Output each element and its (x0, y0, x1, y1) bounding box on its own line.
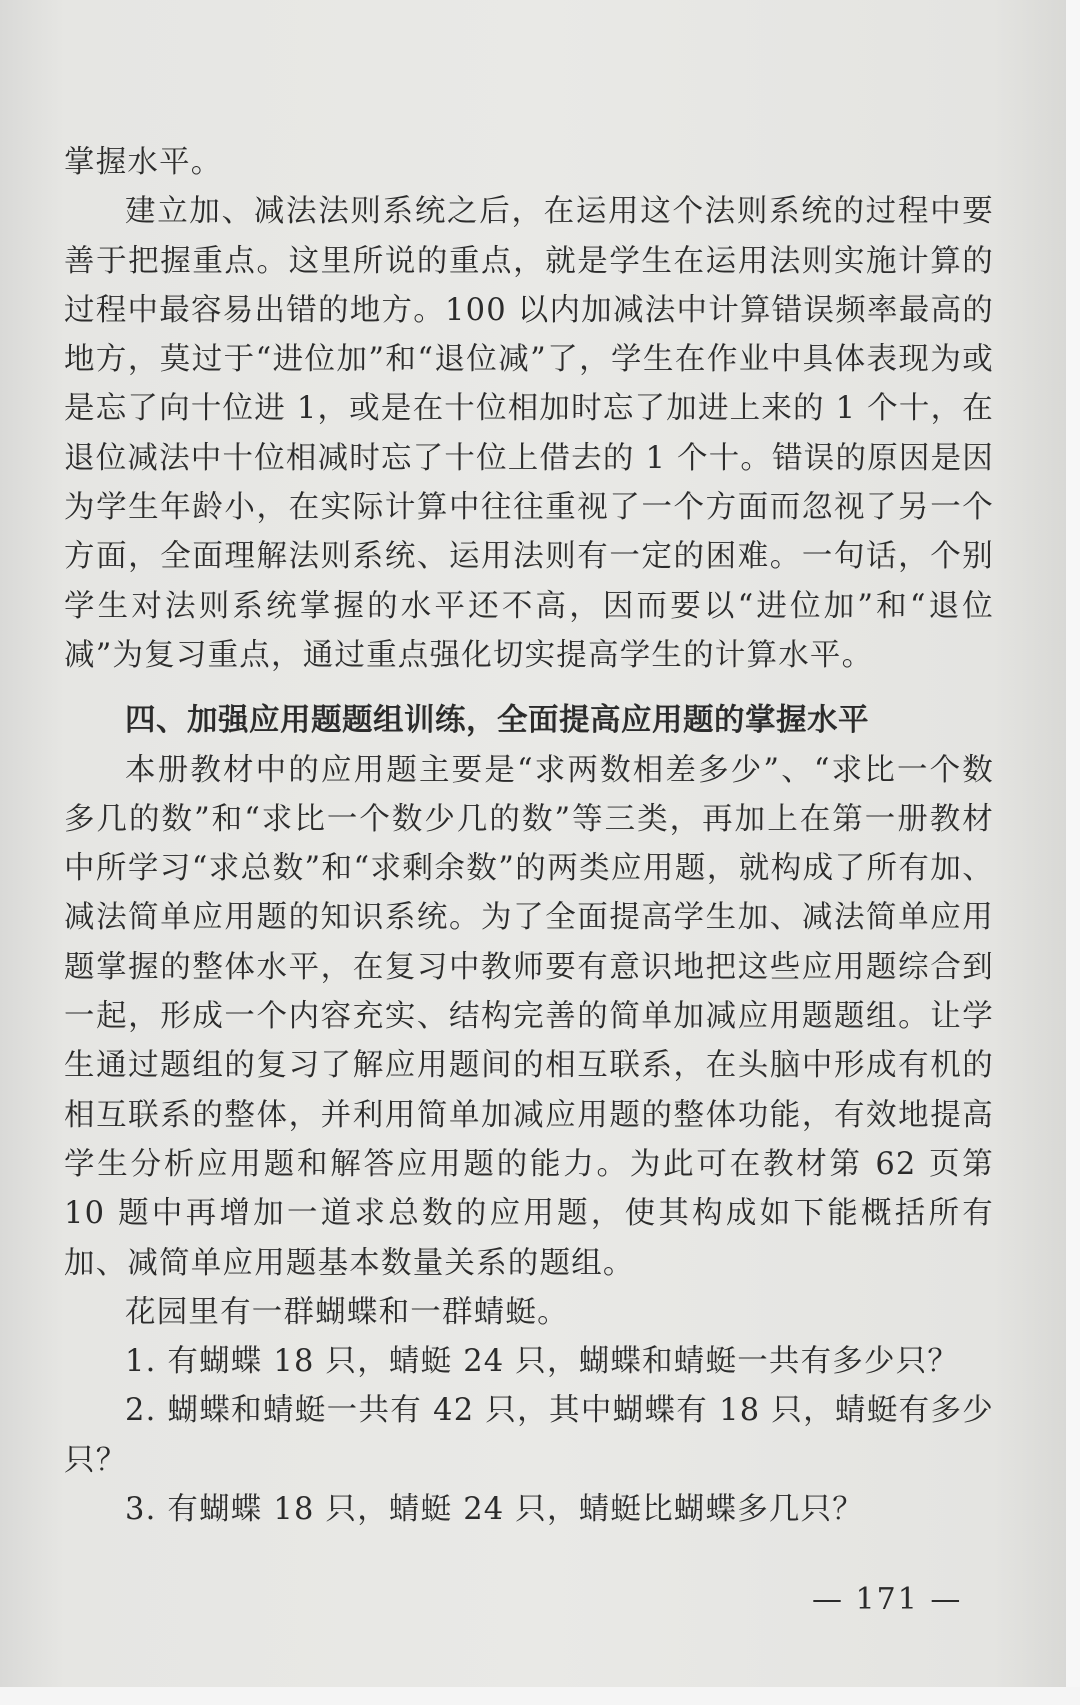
list-item: 3. 有蝴蝶 18 只，蜻蜓 24 只，蜻蜓比蝴蝶多几只？ (125, 1492, 864, 1528)
paragraph-key-points: 建立加、减法法则系统之后，在运用这个法则系统的过程中要善于把握重点。这里所说的重点，就是学生在运用法则实施计算的过程中最容易出错的地方。100 以内加减法中计算错误频率最高的地方，莫过于“进位加”和“退位减”了，学生在作业中具体表现为或是忘了向十位进 1，或是在十位相加时忘了加进上来的 1 个十，在退位减法中十位相减时忘了十位上借去的 1 个十。错误的原因是因为学生年龄小，在实际计算中往往重视了一个方面而忽视了另一个方面，全面理解法则系统、运用法则有一定的困难。一句话，个别学生对法则系统掌握的水平还不高，因而要以“进位加”和“退位减”为复习重点，通过重点强化切实提高学生的计算水平。 (64, 194, 994, 673)
paragraph-word-problems: 本册教材中的应用题主要是“求两数相差多少”、“求比一个数多几的数”和“求比一个数少几的数”等三类，再加上在第一册教材中所学习“求总数”和“求剩余数”的两类应用题，就构成了所有加、减法简单应用题的知识系统。为了全面提高学生加、减法简单应用题掌握的整体水平，在复习中教师要有意识地把这些应用题综合到一起，形成一个内容充实、结构完善的简单加减应用题题组。让学生通过题组的复习了解应用题间的相互联系，在头脑中形成有机的相互联系的整体，并利用简单加减应用题的整体功能，有效地提高学生分析应用题和解答应用题的能力。为此可在教材第 62 页第 10 题中再增加一道求总数的应用题，使其构成如下能概括所有加、减简单应用题基本数量关系的题组。 (64, 752, 994, 1281)
section-heading: 四、加强应用题题组训练，全面提高应用题的掌握水平 (125, 703, 869, 739)
page-edge-bottom (0, 1687, 1080, 1705)
page-edge-right (1066, 0, 1080, 1705)
page-number: — 171 — (812, 1582, 963, 1617)
list-item: 1. 有蝴蝶 18 只，蜻蜓 24 只，蝴蝶和蜻蜓一共有多少只？ (125, 1344, 960, 1380)
paragraph-garden: 花园里有一群蝴蝶和一群蜻蜓。 (125, 1294, 569, 1330)
paragraph-continuation: 掌握水平。 (64, 145, 223, 180)
list-item: 2. 蝴蝶和蜻蜓一共有 42 只，其中蝴蝶有 18 只，蜻蜓有多少只？ (64, 1393, 994, 1478)
body-text (64, 138, 994, 1534)
